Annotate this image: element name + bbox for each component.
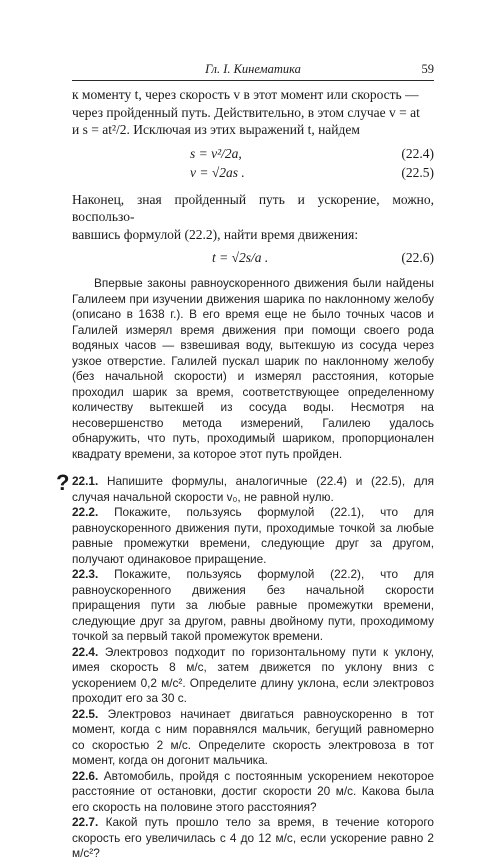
problem-number: 22.5. bbox=[72, 706, 99, 721]
problem-list bbox=[72, 474, 434, 862]
equation-number: (22.6) bbox=[401, 250, 434, 265]
history-note: Впервые законы равноускоренного движения были найдены Галилеем при изучении движения шарика по наклонному желобу (описано в 1638 г.). В его время еще не было точных часов и Галилей измерял время движения при помощи своего рода водяных часов — взвешивая воду, вытекшую из сосуда через узкое отверстие. Галилей пускал шарик по наклонному желобу (без начальной скорости) и измерял расстояния, которые проходил шарик за время, соответствующее определенному количеству вытекшей из сосуда воды. Несмотря на несовершенство метода измерений, Галилею удалось обнаружить, что путь, проходимый шариком, пропорционален квадрату времени, за которое этот путь пройден. bbox=[72, 276, 434, 461]
problem-item bbox=[72, 505, 434, 567]
problem-number: 22.3. bbox=[72, 567, 99, 581]
page-body bbox=[56, 86, 435, 862]
question-mark-icon: ? bbox=[56, 470, 70, 495]
problem-text: Покажите, пользуясь формулой (22.1), что для равноускоренного движения пути, проходимые точкой за любые равные промежутки времени, следующие друг за другом, получают одинаковое приращение. bbox=[72, 505, 435, 566]
equation-expression: v = √2as . bbox=[190, 164, 245, 180]
problem-text: Электровоз подходит по горизонтальному пути к уклону, имея скорость 8 м/с, затем движется по уклону вниз с ускорением 0,2 м/с². Определите длину уклона, если электровоз проходит его за 30 с. bbox=[72, 644, 435, 705]
problem-number: 22.4. bbox=[72, 644, 99, 659]
para2-line-2: вавшись формулой (22.2), найти время движения: bbox=[72, 226, 359, 242]
page-number: 59 bbox=[421, 62, 434, 76]
equation-expression: t = √2s/a . bbox=[212, 250, 269, 265]
problem-item bbox=[72, 567, 434, 645]
equation-22-6 bbox=[72, 249, 434, 268]
problem-text: Покажите, пользуясь формулой (22.2), что для равноускоренного движения без начальной скорости приращения пути за любые равные промежутки времени, следующие друг за другом, равны двойному пути, проходимому точкой за первый такой промежуток времени. bbox=[72, 567, 435, 643]
running-header bbox=[72, 58, 434, 81]
intro-line-3: и s = at²/2. Исключая из этих выражений t, найдем bbox=[72, 122, 360, 137]
problem-item bbox=[72, 769, 434, 816]
problem-item bbox=[72, 474, 434, 505]
problem-text: Автомобиль, пройдя с постоянным ускорением некоторое расстояние от остановки, достиг скорости 20 м/с. Какова была его скорость на половине этого расстояния? bbox=[72, 768, 434, 814]
problem-number: 22.1. bbox=[72, 474, 99, 488]
equation-22-4 bbox=[72, 145, 434, 164]
problem-text: Напишите формулы, аналогичные (22.4) и (22.5), для случая начальной скорости v₀, не равной нулю. bbox=[72, 474, 435, 504]
problem-number: 22.7. bbox=[72, 815, 99, 829]
intro-line-2: через пройденный путь. Действительно, в этом случае v = at bbox=[72, 104, 420, 120]
equation-expression: s = v²/2a, bbox=[190, 145, 242, 161]
problem-number: 22.2. bbox=[72, 505, 99, 519]
chapter-title: Гл. I. Кинематика bbox=[205, 62, 301, 76]
equation-number: (22.4) bbox=[401, 145, 434, 161]
problems-section bbox=[56, 470, 435, 862]
problem-item bbox=[72, 707, 434, 769]
equation-22-5 bbox=[72, 164, 434, 183]
para2-line-1: Наконец, зная пройденный путь и ускорение, можно, воспользо- bbox=[72, 191, 434, 224]
problem-text: Электровоз начинает двигаться равноускоренно в тот момент, когда с ним поравнялся мальчик, бегущий равномерно со скоростью 2 м/с. Определите скорость электровоза в тот момент, когда он догонит мальчика. bbox=[72, 706, 434, 767]
problem-text: Какой путь прошло тело за время, в течение которого скорость его увеличилась с 4 до 12 м/с, если ускорение равно 2 м/с²? bbox=[72, 815, 434, 860]
equation-number: (22.5) bbox=[401, 164, 434, 180]
problem-item bbox=[72, 815, 434, 862]
problem-item bbox=[72, 645, 434, 707]
intro-line-1: к моменту t, через скорость v в этот момент или скорость — bbox=[72, 87, 419, 102]
problem-number: 22.6. bbox=[72, 768, 99, 783]
